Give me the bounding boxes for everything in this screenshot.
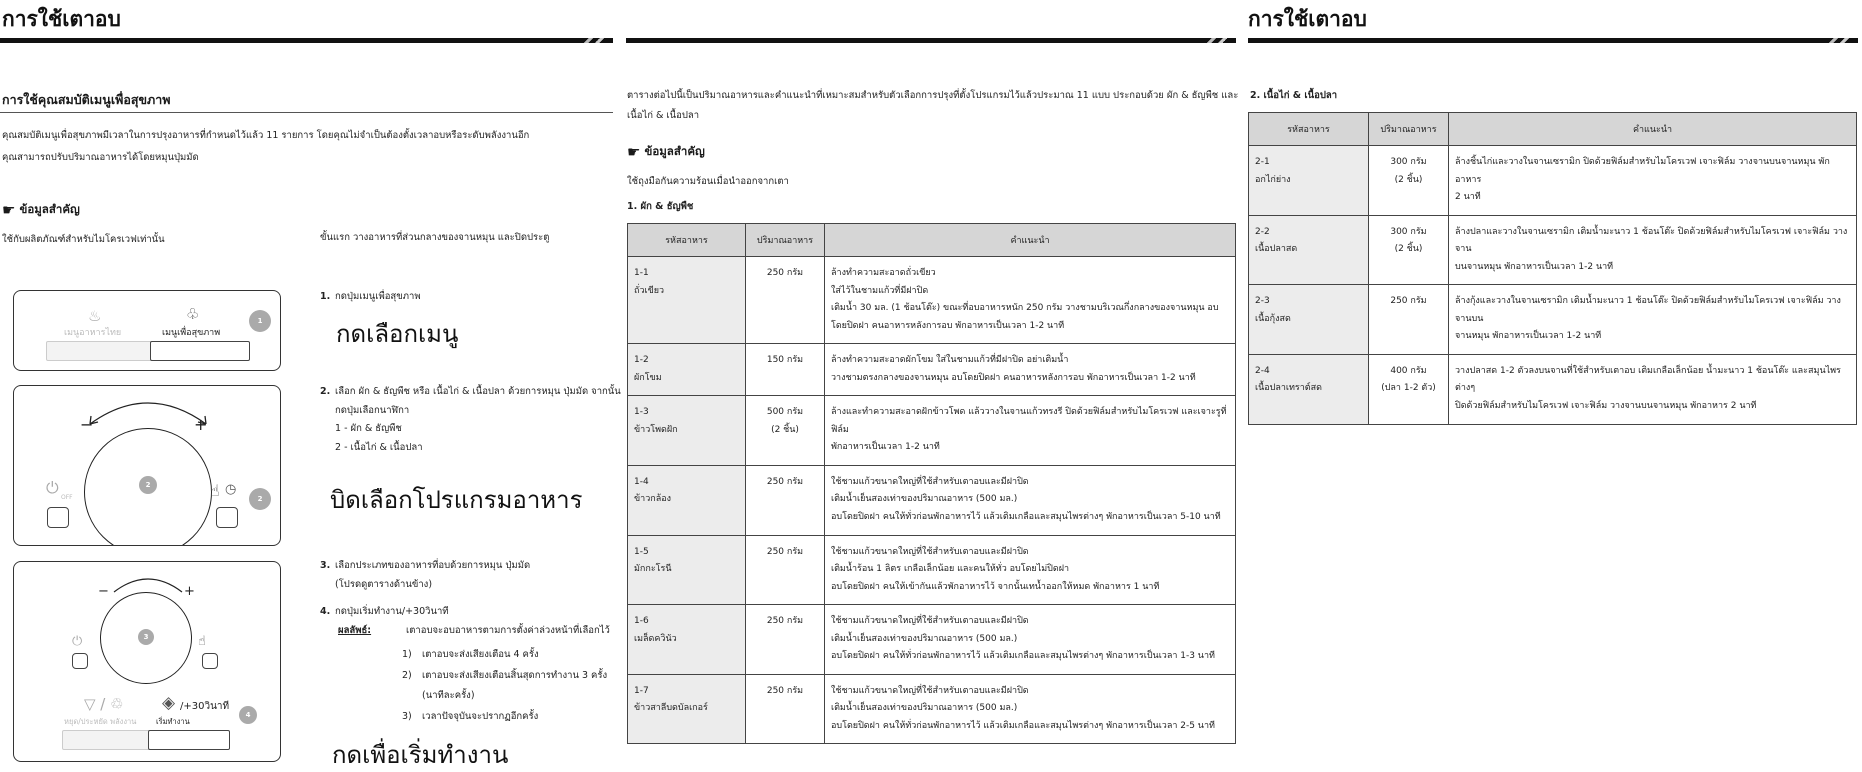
pointing-hand-icon: ☛ [2,201,16,219]
quantity-cell: 250 กรัม [1369,285,1449,355]
note-heading-middle [627,143,705,161]
quantity-cell: 400 กรัม (ปลา 1-2 ตัว) [1369,354,1449,424]
control-panel-start [13,561,281,762]
table-row [1249,285,1857,355]
food-code-cell: 2-1 อกไก่ย่าง [1249,146,1369,216]
header-instr: คำแนะนำ [825,224,1236,257]
title-rule-left [0,38,613,43]
instruction-cell: ล้างชิ้นไก่และวางในจานเซรามิก ปิดด้วยฟิล์มสำหรับไมโครเวฟ เจาะฟิล์ม วางจานบนจานหมุน พักอาหาร 2 นาที [1449,146,1857,216]
table-title-vegetables: 1. ผัก & ธัญพืช [627,201,694,212]
thai-menu-button[interactable] [46,341,158,361]
off-label: OFF [61,494,73,501]
meat-table [1248,112,1857,425]
instruction-cell: วางปลาสด 1-2 ตัวลงบนจานที่ใช้สำหรับเตาอบ เติมเกลือเล็กน้อย น้ำมะนาว 1 ช้อนโต๊ะ และสมุนไพรต่างๆ ปิดด้วยฟิล์มสำหรับไมโครเวฟ เจาะฟิล์ม วางจานบนจานหมุน พักอาหาร 2 นาที [1449,354,1857,424]
step-badge-4: 4 [239,706,257,724]
note-text-left: ใช้กับผลิตภัณฑ์สำหรับไมโครเวฟเท่านั้น [2,234,165,245]
table-row [1249,354,1857,424]
vegetables-table [627,223,1236,744]
food-code-cell: 2-2 เนื้อปลาสด [1249,215,1369,285]
middle-intro-2: เนื้อไก่ & เนื้อปลา [627,110,700,121]
healthy-menu-icon: ♧ [186,305,200,323]
stop-label: หยุด/ประหยัด พลังงาน [64,717,137,726]
clock-button-2[interactable] [202,653,218,669]
result-item: (นาทีละครั้ง) [422,689,475,701]
power-off-icon: ⏻ [46,478,59,497]
title-rule-middle [626,38,1236,43]
result-text: เตาอบจะอบอาหารตามการตั้งค่าล่วงหน้าที่เลือกไว้ [406,624,610,636]
plus30-label: /+30วินาที [180,701,230,712]
result-label: ผลลัพธ์: [338,624,372,636]
quantity-cell: 250 กรัม [746,605,825,675]
table-row [628,535,1236,605]
intro-line-2: คุณสามารถปรับปริมาณอาหารได้โดยหมุนปุ่มมัด [2,152,199,163]
control-panel-menu [13,290,281,371]
power-off-icon-2: ⏻ [72,634,83,649]
table-row [628,257,1236,344]
header-qty-2: ปริมาณอาหาร [1369,113,1449,146]
step-badge-1: 1 [249,310,271,332]
table-title-meat: 2. เนื้อไก่ & เนื้อปลา [1250,90,1338,101]
instruction-cell: ใช้ชามแก้วขนาดใหญ่ที่ใช้สำหรับเตาอบและมีฝาปิด เติมน้ำร้อน 1 ลิตร เกลือเล็กน้อย และคนให้ทั่ว อบโดยไม่ปิดฝา อบโดยปิดฝา คนให้เข้ากันแล้วพักอาหารไว้ จากนั้นเทน้ำออกให้หมด พักอาหาร 1 นาที [825,535,1236,605]
header-code-2: รหัสอาหาร [1249,113,1369,146]
healthy-menu-label: เมนูเพื่อสุขภาพ [162,328,221,338]
dial-minus-2: − [98,584,109,599]
quantity-cell: 250 กรัม [746,257,825,344]
note-title: ข้อมูลสำคัญ [19,202,80,216]
food-code-cell: 1-5 มักกะโรนี [628,535,746,605]
instruction-cell: ล้างกุ้งและวางในจานเซรามิก เติมน้ำมะนาว 1 ช้อนโต๊ะ ปิดด้วยฟิล์มสำหรับไมโครเวฟ เจาะฟิล์ม วางจานบน จานหมุน พักอาหารเป็นเวลา 1-2 นาที [1449,285,1857,355]
note-text-middle: ใช้ถุงมือกันความร้อนเมื่อนำออกจากเตา [627,176,789,187]
food-code-cell: 1-7 ข้าวสาลีบดบัลเกอร์ [628,674,746,744]
table-row [1249,215,1857,285]
hand-press-icon-2: ☝ [198,634,206,649]
instruction-cell: ล้างทำความสะอาดถั่วเขียว ใส่ไว้ในชามแก้วที่มีฝาปิด เติมน้ำ 30 มล. (1 ช้อนโต๊ะ) ขณะที่อบอาหารหนัก 250 กรัม วางชามบริเวณกึ่งกลางของจานหมุน อบ โดยปิดฝา คนอาหารหลังการอบ พักอาหารเป็นเวลา 1-2 นาที [825,257,1236,344]
control-panel-dial [13,385,281,546]
hand-press-icon: ☝ [210,481,220,500]
start-diamond-icon: ◈ [162,693,176,713]
header-code: รหัสอาหาร [628,224,746,257]
off-button[interactable] [47,507,69,528]
step-3: 3. เลือกประเภทของอาหารที่อบด้วยการหมุน ปุ่มมัด (โปรดดูตารางด้านข้าง) [320,560,531,590]
step-4: 4. กดปุ่มเริ่มทำงาน/+30วินาที ผลลัพธ์: เตาอบจะอบอาหารตามการตั้งค่าล่วงหน้าที่เลือกไว้ [320,603,610,640]
instruction-cell: ล้างและทำความสะอาดฝักข้าวโพด แล้ววางในจานแก้วทรงรี ปิดด้วยฟิล์มสำหรับไมโครเวฟ และเจาะรูที่ฟิล์ม พักอาหารเป็นเวลา 1-2 นาที [825,396,1236,466]
note-heading-left [2,201,80,219]
food-code-cell: 1-6 เมล็ดควินัว [628,605,746,675]
result-item: 1) เตาอบจะส่งเสียงเตือน 4 ครั้ง [402,649,539,660]
healthy-menu-button[interactable] [150,341,250,361]
dial-plus-2: + [184,584,195,599]
food-code-cell: 1-1 ถั่วเขียว [628,257,746,344]
table-row [1249,146,1857,216]
big-label-1: กดเลือกเมนู [336,320,459,348]
table-row [628,465,1236,535]
start-button[interactable] [148,730,230,750]
food-code-cell: 1-2 ผักโขม [628,344,746,396]
chef-hat-icon: ♨ [88,307,102,325]
header-qty: ปริมาณอาหาร [746,224,825,257]
step-2: 2. เลือก ผัก & ธัญพืช หรือ เนื้อไก่ & เนื้อปลา ด้วยการหมุน ปุ่มมัด จากนั้น กดปุ่มเลือกนาฬิกา 1 - ผัก & ธัญพืช 2 - เนื้อไก่ & เนื้อปลา [320,386,621,453]
clock-icon: ◷ [225,482,237,497]
table-row [628,396,1236,466]
section-title: การใช้คุณสมบัติเมนูเพื่อสุขภาพ [2,92,171,107]
pointing-hand-icon-2: ☛ [627,143,641,161]
table-row [628,605,1236,675]
dial-badge-3: 3 [138,629,154,645]
quantity-cell: 300 กรัม (2 ชิ้น) [1369,146,1449,216]
food-code-cell: 2-3 เนื้อกุ้งสด [1249,285,1369,355]
header-instr-2: คำแนะนำ [1449,113,1857,146]
middle-intro-1: ตารางต่อไปนี้เป็นปริมาณอาหารและคำแนะนำที่เหมาะสมสำหรับตัวเลือกการปรุงที่ตั้งโปรแกรมไว้แล้วประมาณ 11 แบบ ประกอบด้วย ผัก & ธัญพืช และ [627,90,1239,101]
result-item: 3) เวลาปัจจุบันจะปรากฏอีกครั้ง [402,711,539,723]
dial-plus: + [194,415,208,434]
quantity-cell: 300 กรัม (2 ชิ้น) [1369,215,1449,285]
note-title-middle: ข้อมูลสำคัญ [644,144,705,158]
food-code-cell: 2-4 เนื้อปลาเทราต์สด [1249,354,1369,424]
instruction-cell: ล้างทำความสะอาดผักโขม ใส่ในชามแก้วที่มีฝาปิด อย่าเติมน้ำ วางชามตรงกลางของจานหมุน อบโดยปิดฝา คนอาหารหลังการอบ พักอาหารเป็นเวลา 1-2 นาที [825,344,1236,396]
quantity-cell: 250 กรัม [746,535,825,605]
dial-minus: − [80,415,94,434]
off-button-2[interactable] [72,653,88,669]
quantity-cell: 250 กรัม [746,674,825,744]
big-label-3: กดเพื่อเริ่มทำงาน [332,741,509,769]
food-code-cell: 1-4 ข้าวกล้อง [628,465,746,535]
instruction-cell: ใช้ชามแก้วขนาดใหญ่ที่ใช้สำหรับเตาอบและมีฝาปิด เติมน้ำเย็นสองเท่าของปริมาณอาหาร (500 มล.) อบโดยปิดฝา คนให้ทั่วก่อนพักอาหารไว้ แล้วเติมเกลือและสมุนไพรต่างๆ พักอาหารเป็นเวลา 5-10 นาที [825,465,1236,535]
instruction-cell: ใช้ชามแก้วขนาดใหญ่ที่ใช้สำหรับเตาอบและมีฝาปิด เติมน้ำเย็นสองเท่าของปริมาณอาหาร (500 มล.) อบโดยปิดฝา คนให้ทั่วก่อนพักอาหารไว้ แล้วเติมเกลือและสมุนไพรต่างๆ พักอาหารเป็นเวลา 2-5 นาที [825,674,1236,744]
table-row [628,344,1236,396]
thai-menu-label: เมนูอาหารไทย [64,328,122,338]
page-title-right: การใช้เตาอบ [1248,7,1367,31]
start-label: เริ่มทำงาน [156,717,190,726]
instruction-cell: ล้างปลาและวางในจานเซรามิก เติมน้ำมะนาว 1 ช้อนโต๊ะ ปิดด้วยฟิล์มสำหรับไมโครเวฟ เจาะฟิล์ม วางจาน บนจานหมุน พักอาหารเป็นเวลา 1-2 นาที [1449,215,1857,285]
big-label-2: บิดเลือกโปรแกรมอาหาร [330,486,583,514]
food-code-cell: 1-3 ข้าวโพดฝัก [628,396,746,466]
step-badge-2: 2 [249,488,271,510]
instruction-cell: ใช้ชามแก้วขนาดใหญ่ที่ใช้สำหรับเตาอบและมีฝาปิด เติมน้ำเย็นสองเท่าของปริมาณอาหาร (500 มล.) อบโดยปิดฝา คนให้ทั่วก่อนพักอาหารไว้ แล้วเติมเกลือและสมุนไพรต่างๆ พักอาหารเป็นเวลา 1-3 นาที [825,605,1236,675]
page-title-left: การใช้เตาอบ [2,7,121,31]
clock-button[interactable] [216,507,238,528]
first-instruction: ขั้นแรก วางอาหารที่ส่วนกลางของจานหมุน และปิดประตู [320,232,550,243]
quantity-cell: 500 กรัม (2 ชิ้น) [746,396,825,466]
section-rule [0,112,613,113]
step-1: 1. กดปุ่มเมนูเพื่อสุขภาพ [320,291,421,302]
quantity-cell: 150 กรัม [746,344,825,396]
result-list [402,645,607,727]
stop-button[interactable] [62,730,158,750]
title-rule-right [1248,38,1858,43]
dial-badge: 2 [139,476,157,494]
result-item: 2) เตาอบจะส่งเสียงเตือนสิ้นสุดการทำงาน 3 ครั้ง [402,670,608,682]
quantity-cell: 250 กรัม [746,465,825,535]
table-row [628,674,1236,744]
intro-line-1: คุณสมบัติเมนูเพื่อสุขภาพมีเวลาในการปรุงอาหารที่กำหนดไว้แล้ว 11 รายการ โดยคุณไม่จำเป็นต้องตั้งเวลาอบหรือระดับพลังงานอีก [2,130,530,141]
stop-icon: ▽ / ♲ [84,695,124,713]
